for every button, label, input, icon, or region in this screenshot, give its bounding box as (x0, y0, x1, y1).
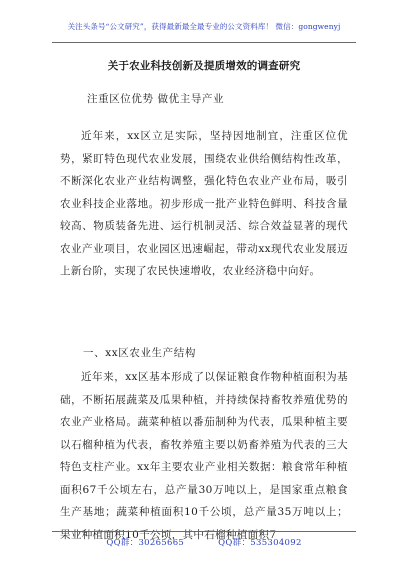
page-footer (0, 536, 408, 548)
document-title: 关于农业科技创新及提质增效的调查研究 (107, 60, 301, 72)
paragraph-1 (60, 125, 348, 283)
page-header: 关注头条号“公文研究”，获得最新最全最专业的公文资料库！ 微信：gongwenyj (67, 22, 341, 31)
paragraph-2 (60, 366, 348, 546)
paragraph-2-text: 近年来，xx区基本形成了以保证粮食作物种植面积为基础，不断拓展蔬菜及瓜果种植，并持续保持畜牧养殖优势的农业产业格局。蔬菜种植以番茄制种为代表，瓜果种植主要以石榴种植为代表，畜牧养殖主要以奶畜养殖为代表的三大特色支柱产业。xx年主要农业产业相关数据：粮食常年种植面积67千公顷左右，总产量30万吨以上，是国家重点粮食生产基地；蔬菜种植面积10千公顷，总产量35万吨以上；果业种植面积10千公顷，其中石榴种植面积7 (60, 371, 348, 541)
paragraph-1-text: 近年来，xx区立足实际，坚持因地制宜，注重区位优势，紧盯特色现代农业发展，围绕农业供给侧结构性改革，不断深化农业产业结构调整，强化特色农业产业布局，吸引农业科技企业落地。初步形成一批产业特色鲜明、科技含量较高、物质装备先进、运行机制灵活、综合效益显著的现代农业产业项目，农业园区迅速崛起，带动xx现代农业发展迈上新台阶，实现了农民快速增收，农业经济稳中向好。 (60, 130, 348, 277)
header-divider (52, 42, 356, 43)
footer-divider (52, 531, 356, 532)
footer-qq-group-1: QQ群：30265665 (106, 538, 185, 548)
section-heading: 注重区位优势 做优主导产业 (87, 93, 225, 105)
subsection-heading: 一、xx区农业生产结构 (83, 347, 196, 359)
footer-qq-group-2: QQ群：535304092 (218, 538, 302, 548)
